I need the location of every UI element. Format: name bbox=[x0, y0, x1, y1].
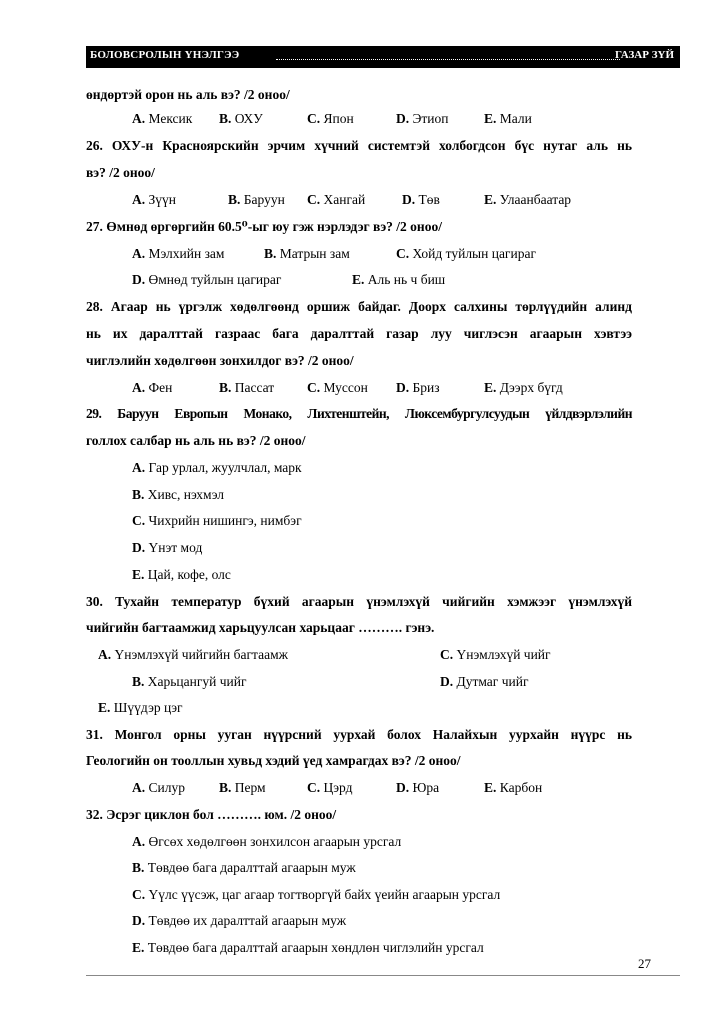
option-letter: D. bbox=[396, 780, 410, 795]
option-text: Мали bbox=[499, 111, 532, 126]
q27-option-c bbox=[396, 245, 536, 263]
option-letter: E. bbox=[484, 380, 497, 395]
option-text: Хойд туйлын цагираг bbox=[412, 246, 536, 261]
option-letter: B. bbox=[264, 246, 277, 261]
option-letter: D. bbox=[440, 674, 454, 689]
option-letter: E. bbox=[484, 111, 497, 126]
q29-stem-line1: 29. Баруун Европын Монако, Лихтенштейн, Люксембургулсуудын үйлдвэрлэлийн bbox=[86, 406, 632, 421]
q27-option-d bbox=[132, 271, 281, 289]
option-letter: C. bbox=[307, 192, 321, 207]
option-letter: D. bbox=[132, 272, 146, 287]
option-letter: A. bbox=[98, 647, 112, 662]
option-letter: E. bbox=[484, 192, 497, 207]
q25-option-c bbox=[307, 110, 354, 128]
option-text: Дээрх бүгд bbox=[499, 380, 563, 395]
q31-option-b bbox=[219, 779, 266, 797]
option-letter: C. bbox=[307, 380, 321, 395]
option-text: Өгсөх хөдөлгөөн зонхилсон агаарын урсгал bbox=[148, 834, 402, 849]
option-letter: B. bbox=[132, 674, 145, 689]
option-letter: C. bbox=[440, 647, 454, 662]
option-text: Төвдөө бага даралттай агаарын муж bbox=[147, 860, 356, 875]
option-text: Гар урлал, жуулчлал, марк bbox=[148, 460, 302, 475]
option-letter: E. bbox=[132, 940, 145, 955]
option-letter: D. bbox=[132, 540, 146, 555]
q31-option-a bbox=[132, 779, 185, 797]
q31-option-d bbox=[396, 779, 439, 797]
option-text: Матрын зам bbox=[279, 246, 350, 261]
option-letter: A. bbox=[132, 192, 146, 207]
option-letter: A. bbox=[132, 380, 146, 395]
option-letter: B. bbox=[219, 111, 232, 126]
q28-option-d bbox=[396, 379, 440, 397]
q30-option-a bbox=[98, 646, 288, 664]
header-right-title: ГАЗАР ЗҮЙ bbox=[615, 49, 674, 61]
q30-stem-line1: 30. Тухайн температур бүхий агаарын үнэмлэхүй чийгийн хэмжээг үнэмлэхүй bbox=[86, 594, 632, 609]
option-text: Хангай bbox=[323, 192, 366, 207]
q32-option-d bbox=[132, 912, 346, 930]
q31-option-c bbox=[307, 779, 352, 797]
option-text: Мексик bbox=[148, 111, 193, 126]
option-letter: A. bbox=[132, 460, 146, 475]
q31-stem-line2: Геологийн он тооллын хувьд хэдий үед хамрагдах вэ? /2 оноо/ bbox=[86, 753, 461, 768]
q29-option-a bbox=[132, 459, 302, 477]
option-letter: A. bbox=[132, 111, 146, 126]
option-text: Фен bbox=[148, 380, 173, 395]
option-text: Үнэт мод bbox=[148, 540, 203, 555]
q28-option-c bbox=[307, 379, 368, 397]
q29-option-c bbox=[132, 512, 302, 530]
q30-option-c bbox=[440, 646, 551, 664]
option-text: Үүлс үүсэж, цаг агаар тогтворгүй байх үеийн агаарын урсгал bbox=[148, 887, 501, 902]
q28-stem-line2: нь их даралттай газраас бага даралттай газар луу чиглэсэн агаарын хэвтээ bbox=[86, 326, 632, 341]
q28-option-e bbox=[484, 379, 563, 397]
option-text: ОХУ bbox=[234, 111, 263, 126]
option-text: Перм bbox=[234, 780, 266, 795]
q25-option-e bbox=[484, 110, 532, 128]
header-dotted-rule bbox=[276, 59, 620, 60]
q30-option-b bbox=[132, 673, 247, 691]
option-text: Силур bbox=[148, 780, 185, 795]
q31-stem-line1: 31. Монгол орны ууган нүүрсний уурхай болох Налайхын уурхайн нүүрс нь bbox=[86, 727, 632, 742]
option-letter: C. bbox=[132, 513, 146, 528]
option-letter: A. bbox=[132, 834, 146, 849]
option-text: Төвдөө бага даралттай агаарын хөндлөн чиглэлийн урсгал bbox=[147, 940, 484, 955]
option-letter: B. bbox=[219, 780, 232, 795]
q29-option-e bbox=[132, 566, 231, 584]
option-text: Япон bbox=[323, 111, 354, 126]
q32-stem: 32. Эсрэг циклон бол ………. юм. /2 оноо/ bbox=[86, 807, 337, 822]
q30-option-d bbox=[440, 673, 529, 691]
q28-stem-line3: чиглэлийн хөдөлгөөн зонхилдог вэ? /2 оноо/ bbox=[86, 353, 354, 368]
option-letter: E. bbox=[352, 272, 365, 287]
option-text: Этиоп bbox=[412, 111, 449, 126]
option-letter: A. bbox=[132, 780, 146, 795]
option-letter: E. bbox=[98, 700, 111, 715]
option-text: Цай, кофе, олс bbox=[147, 567, 231, 582]
q32-option-a bbox=[132, 833, 401, 851]
option-text: Төв bbox=[418, 192, 440, 207]
option-letter: B. bbox=[132, 487, 145, 502]
q27-option-a bbox=[132, 245, 224, 263]
q32-option-c bbox=[132, 886, 500, 904]
option-letter: E. bbox=[484, 780, 497, 795]
option-text: Харьцангуй чийг bbox=[147, 674, 247, 689]
option-letter: A. bbox=[132, 246, 146, 261]
q26-option-c bbox=[307, 191, 365, 209]
q27-option-e bbox=[352, 271, 445, 289]
option-text: Муссон bbox=[323, 380, 368, 395]
option-letter: E. bbox=[132, 567, 145, 582]
option-text: Баруун bbox=[243, 192, 285, 207]
q32-option-b bbox=[132, 859, 356, 877]
q25-stem-tail: өндөртэй орон нь аль вэ? /2 оноо/ bbox=[86, 87, 290, 102]
option-text: Үнэмлэхүй чийгийн багтаамж bbox=[114, 647, 288, 662]
q32-option-e bbox=[132, 939, 484, 957]
page-header bbox=[86, 46, 680, 68]
option-letter: B. bbox=[228, 192, 241, 207]
option-letter: D. bbox=[402, 192, 416, 207]
option-letter: D. bbox=[132, 913, 146, 928]
option-text: Шүүдэр цэг bbox=[113, 700, 183, 715]
option-text: Чихрийн нишингэ, нимбэг bbox=[148, 513, 302, 528]
q25-option-a bbox=[132, 110, 192, 128]
option-text: Цэрд bbox=[323, 780, 353, 795]
option-text: Үнэмлэхүй чийг bbox=[456, 647, 551, 662]
q26-option-d bbox=[402, 191, 440, 209]
option-letter: C. bbox=[307, 111, 321, 126]
option-text: Бриз bbox=[412, 380, 440, 395]
option-letter: B. bbox=[132, 860, 145, 875]
option-letter: C. bbox=[396, 246, 410, 261]
q27-option-b bbox=[264, 245, 350, 263]
q26-option-e bbox=[484, 191, 571, 209]
option-text: Мэлхийн зам bbox=[148, 246, 225, 261]
footer-rule bbox=[86, 975, 680, 976]
option-text: Хивс, нэхмэл bbox=[147, 487, 225, 502]
q28-option-b bbox=[219, 379, 274, 397]
page-number: 27 bbox=[638, 956, 651, 971]
q25-option-b bbox=[219, 110, 263, 128]
q30-option-e bbox=[98, 699, 183, 717]
q29-stem-line2: голлох салбар нь аль нь вэ? /2 оноо/ bbox=[86, 433, 306, 448]
q27-stem: 27. Өмнөд өргөргийн 60.5⁰-ыг юу гэж нэрлэдэг вэ? /2 оноо/ bbox=[86, 219, 442, 234]
option-text: Дутмаг чийг bbox=[456, 674, 529, 689]
option-text: Карбон bbox=[499, 780, 543, 795]
option-text: Өмнөд туйлын цагираг bbox=[148, 272, 282, 287]
q31-option-e bbox=[484, 779, 542, 797]
q30-stem-line2: чийгийн багтаамжид харьцуулсан харьцааг ………. гэнэ. bbox=[86, 620, 435, 635]
option-letter: B. bbox=[219, 380, 232, 395]
option-letter: C. bbox=[307, 780, 321, 795]
option-text: Төвдөө их даралттай агаарын муж bbox=[148, 913, 347, 928]
q28-option-a bbox=[132, 379, 172, 397]
option-letter: D. bbox=[396, 111, 410, 126]
option-text: Юра bbox=[412, 780, 440, 795]
option-letter: C. bbox=[132, 887, 146, 902]
option-text: Улаанбаатар bbox=[499, 192, 572, 207]
q26-option-b bbox=[228, 191, 285, 209]
header-left-title: БОЛОВСРОЛЫН ҮНЭЛГЭЭ bbox=[90, 49, 240, 61]
q26-stem-line1: 26. ОХУ-н Красноярскийн эрчим хүчний системтэй холбогдсон бүс нутаг аль нь bbox=[86, 138, 632, 153]
q26-option-a bbox=[132, 191, 176, 209]
q25-option-d bbox=[396, 110, 449, 128]
option-text: Пассат bbox=[234, 380, 275, 395]
q26-stem-line2: вэ? /2 оноо/ bbox=[86, 165, 155, 180]
option-letter: D. bbox=[396, 380, 410, 395]
option-text: Зүүн bbox=[148, 192, 176, 207]
q29-option-b bbox=[132, 486, 224, 504]
q28-stem-line1: 28. Агаар нь үргэлж хөдөлгөөнд оршиж байдаг. Доорх салхины төрлүүдийн алинд bbox=[86, 299, 632, 314]
option-text: Аль нь ч биш bbox=[367, 272, 446, 287]
q29-option-d bbox=[132, 539, 202, 557]
